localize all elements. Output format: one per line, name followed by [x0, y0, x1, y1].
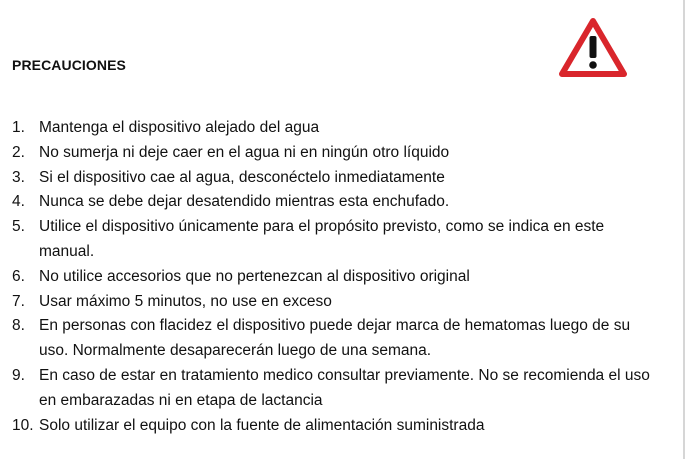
item-text: En personas con flacidez el dispositivo puede dejar marca de hematomas luego de su uso. Normalmente desaparecerán luego de una semana.	[39, 317, 631, 360]
precautions-list	[12, 116, 662, 438]
item-number: 5.	[12, 218, 25, 236]
item-number: 8.	[12, 317, 25, 335]
item-text: No utilice accesorios que no pertenezcan al dispositivo original	[39, 267, 470, 285]
list-item	[12, 265, 662, 290]
item-number: 1.	[12, 119, 25, 136]
item-number: 2.	[12, 143, 25, 161]
list-item	[12, 190, 662, 215]
item-number: 9.	[12, 366, 25, 384]
list-item	[12, 215, 662, 265]
item-text: Usar máximo 5 minutos, no use en exceso	[39, 292, 332, 310]
item-number: 3.	[12, 168, 25, 186]
item-text: Solo utilizar el equipo con la fuente de alimentación suministrada	[39, 416, 485, 434]
item-number: 7.	[12, 292, 25, 310]
item-text: Nunca se debe dejar desatendido mientras esta enchufado.	[39, 193, 450, 211]
item-text: En caso de estar en tratamiento medico consultar previamente. No se recomienda el uso en embarazadas ni en etapa de lactancia	[39, 366, 650, 409]
list-item	[12, 141, 662, 166]
page-title: PRECAUCIONES	[12, 57, 126, 73]
list-item	[12, 364, 662, 414]
item-number: 10.	[12, 416, 34, 434]
warning-triangle-icon	[558, 16, 628, 78]
list-item	[12, 314, 662, 364]
list-item	[12, 166, 662, 191]
list-item	[12, 116, 662, 141]
item-text: Utilice el dispositivo únicamente para el propósito previsto, como se indica en este manual.	[39, 218, 605, 260]
item-text: No sumerja ni deje caer en el agua ni en ningún otro líquido	[39, 143, 450, 161]
list-item	[12, 414, 662, 439]
list-item	[12, 290, 662, 315]
item-number: 6.	[12, 267, 25, 285]
item-text: Si el dispositivo cae al agua, desconéctelo inmediatamente	[39, 168, 445, 186]
item-text: Mantenga el dispositivo alejado del agua	[39, 119, 320, 136]
item-number: 4.	[12, 193, 25, 211]
